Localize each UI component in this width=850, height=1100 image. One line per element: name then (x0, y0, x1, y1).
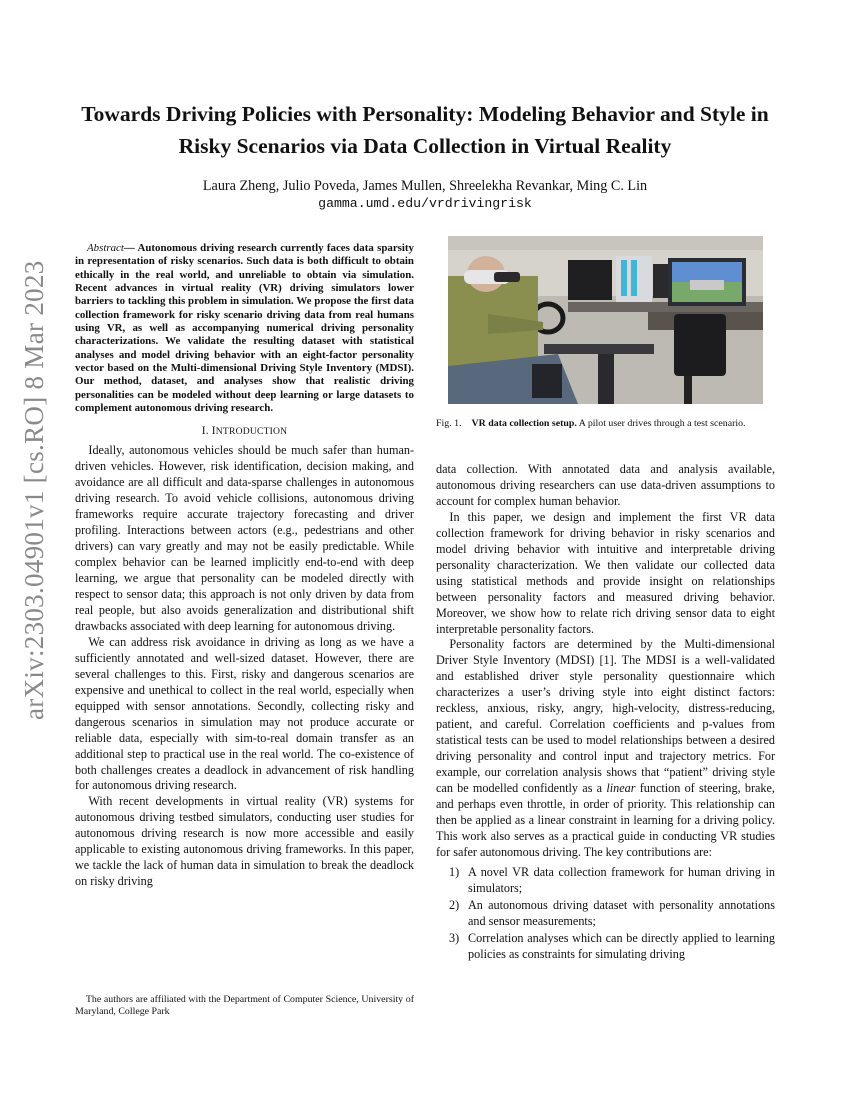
list-item: 3) Correlation analyses which can be directly applied to learning policies as constraints for simulating driving (449, 930, 775, 961)
right-column (436, 462, 775, 964)
project-url[interactable]: gamma.umd.edu/vrdrivingrisk (318, 196, 532, 211)
intro-paragraph: data collection. With annotated data and analysis available, autonomous driving researchers can use data-driven assumptions to account for complex human behavior. (436, 462, 775, 508)
list-item: 1) A novel VR data collection framework for human driving in simulators; (449, 864, 775, 895)
figure-caption-title: VR data collection setup. (471, 418, 577, 429)
intro-paragraph: Personality factors are determined by the Multi-dimensional Driver Style Inventory (MDSI) [1]. The MDSI is a well-validated and established driver style personality questionnaire which characterizes a user’s driving style into eight distinct factors: reckless, anxious, risky, angry, high-velocity, distress-reducing, patient, and careful. Correlation coefficients and p-values from statistical tests can be used to model relationships between a desired driving personality and control input and trajectory metrics. For example, our correlation analysis shows that “patient” driving style can be modelled confidently as a linear function of steering, brake, and perhaps even throttle, in order of priority. This relationship can then be applied as a linear constraint in learning for a driving policy. This work also serves as a practical guide in conducting VR studies for safer autonomous driving. The key contributions are: (436, 637, 775, 859)
left-column (75, 242, 414, 890)
arxiv-stamp: arXiv:2303.04901v1 [cs.RO] 8 Mar 2023 (19, 260, 49, 720)
figure-caption (436, 418, 775, 430)
figure-vr-setup-photo (448, 236, 763, 404)
abstract-text: — Autonomous driving research currently faces data sparsity in representation of risky scenarios. Such data is both difficult to obtain ethically in the real world, and unreliable to obtain via simulation. Recent advances in virtual reality (VR) driving simulators lower barriers to tackling this problem in simulation. We propose the first data collection framework for risky scenario driving data from real humans using VR, as well as accompanying numerical driving personality characterizations. We validate the resulting dataset with statistical analyses and model driving behavior with an eight-factor personality vector based on the Multi-dimensional Driving Style Inventory (MDSI). Our method, dataset, and analyses show that realistic driving personalities can be modeled without deep learning or large datasets to complement autonomous driving research. (75, 242, 414, 415)
section-heading-introduction: I. INTRODUCTION (201, 425, 288, 438)
affiliation-footnote: The authors are affiliated with the Department of Computer Science, University of Maryland, College Park (75, 994, 414, 1017)
list-item: 2) An autonomous driving dataset with personality annotations and sensor measurements; (449, 897, 775, 928)
author-list: Laura Zheng, Julio Poveda, James Mullen, Shreelekha Revankar, Ming C. Lin (202, 178, 648, 194)
intro-paragraph: Ideally, autonomous vehicles should be much safer than human-driven vehicles. However, risk identification, decision making, and avoidance are all difficult and data-sparse challenges in autonomous driving research. To avoid vehicle collisions, autonomous driving frameworks require accurate trajectory forecasting and driver profiling. Interactions between actors (e.g., pedestrians and other drivers) can vary greatly and may not be easily predictable. While complex behavior can be learned implicitly end-to-end with deep learning, we argue that personality can be modeled directly with respect to sensor data; this approach is not only driven by data from real people, but also avoids generalization and distributional shift drawbacks associated with deep learning for autonomous driving. (75, 443, 414, 633)
intro-paragraph: We can address risk avoidance in driving as long as we have a sufficiently annotated and well-sized dataset. However, there are several challenges to this. First, risky and dangerous scenarios are expensive and unethical to collect in the real world, especially when equipped with sensor annotations. Secondly, collecting risky and dangerous scenarios in simulation may not produce accurate or reliable data, especially with sim-to-real domain transfer as an additional step to practical use in the real world. The co-existence of both challenges creates a deadlock in advancement of risk handling for autonomous driving research. (75, 634, 414, 793)
intro-paragraph: In this paper, we design and implement the first VR data collection framework for driving behavior in risky scenarios and model driving behavior with intuitive and interpretable driving personality characterization. We then validate our collected data using statistical methods and provide insight on relationships between personality factors and measured driving behavior. Moreover, we show how to relate rich driving sensor data to eight interpretable personality factors. (436, 509, 775, 636)
figure-caption-text: A pilot user drives through a test scenario. (576, 418, 746, 429)
paper-title: Towards Driving Policies with Personality: Modeling Behavior and Style in Risky Scenarios via Data Collection in Virtual Reality (81, 102, 769, 158)
contributions-list (436, 865, 775, 963)
intro-paragraph: With recent developments in virtual reality (VR) systems for autonomous driving testbed simulators, conducting user studies for autonomous driving research is now more accessible and easily applicable to existing autonomous driving frameworks. In this paper, we tackle the lack of human data in simulation to break the deadlock on risky driving (75, 794, 414, 889)
abstract (75, 242, 414, 415)
abstract-label: Abstract (86, 242, 124, 254)
figure-label: Fig. 1. (436, 418, 462, 429)
